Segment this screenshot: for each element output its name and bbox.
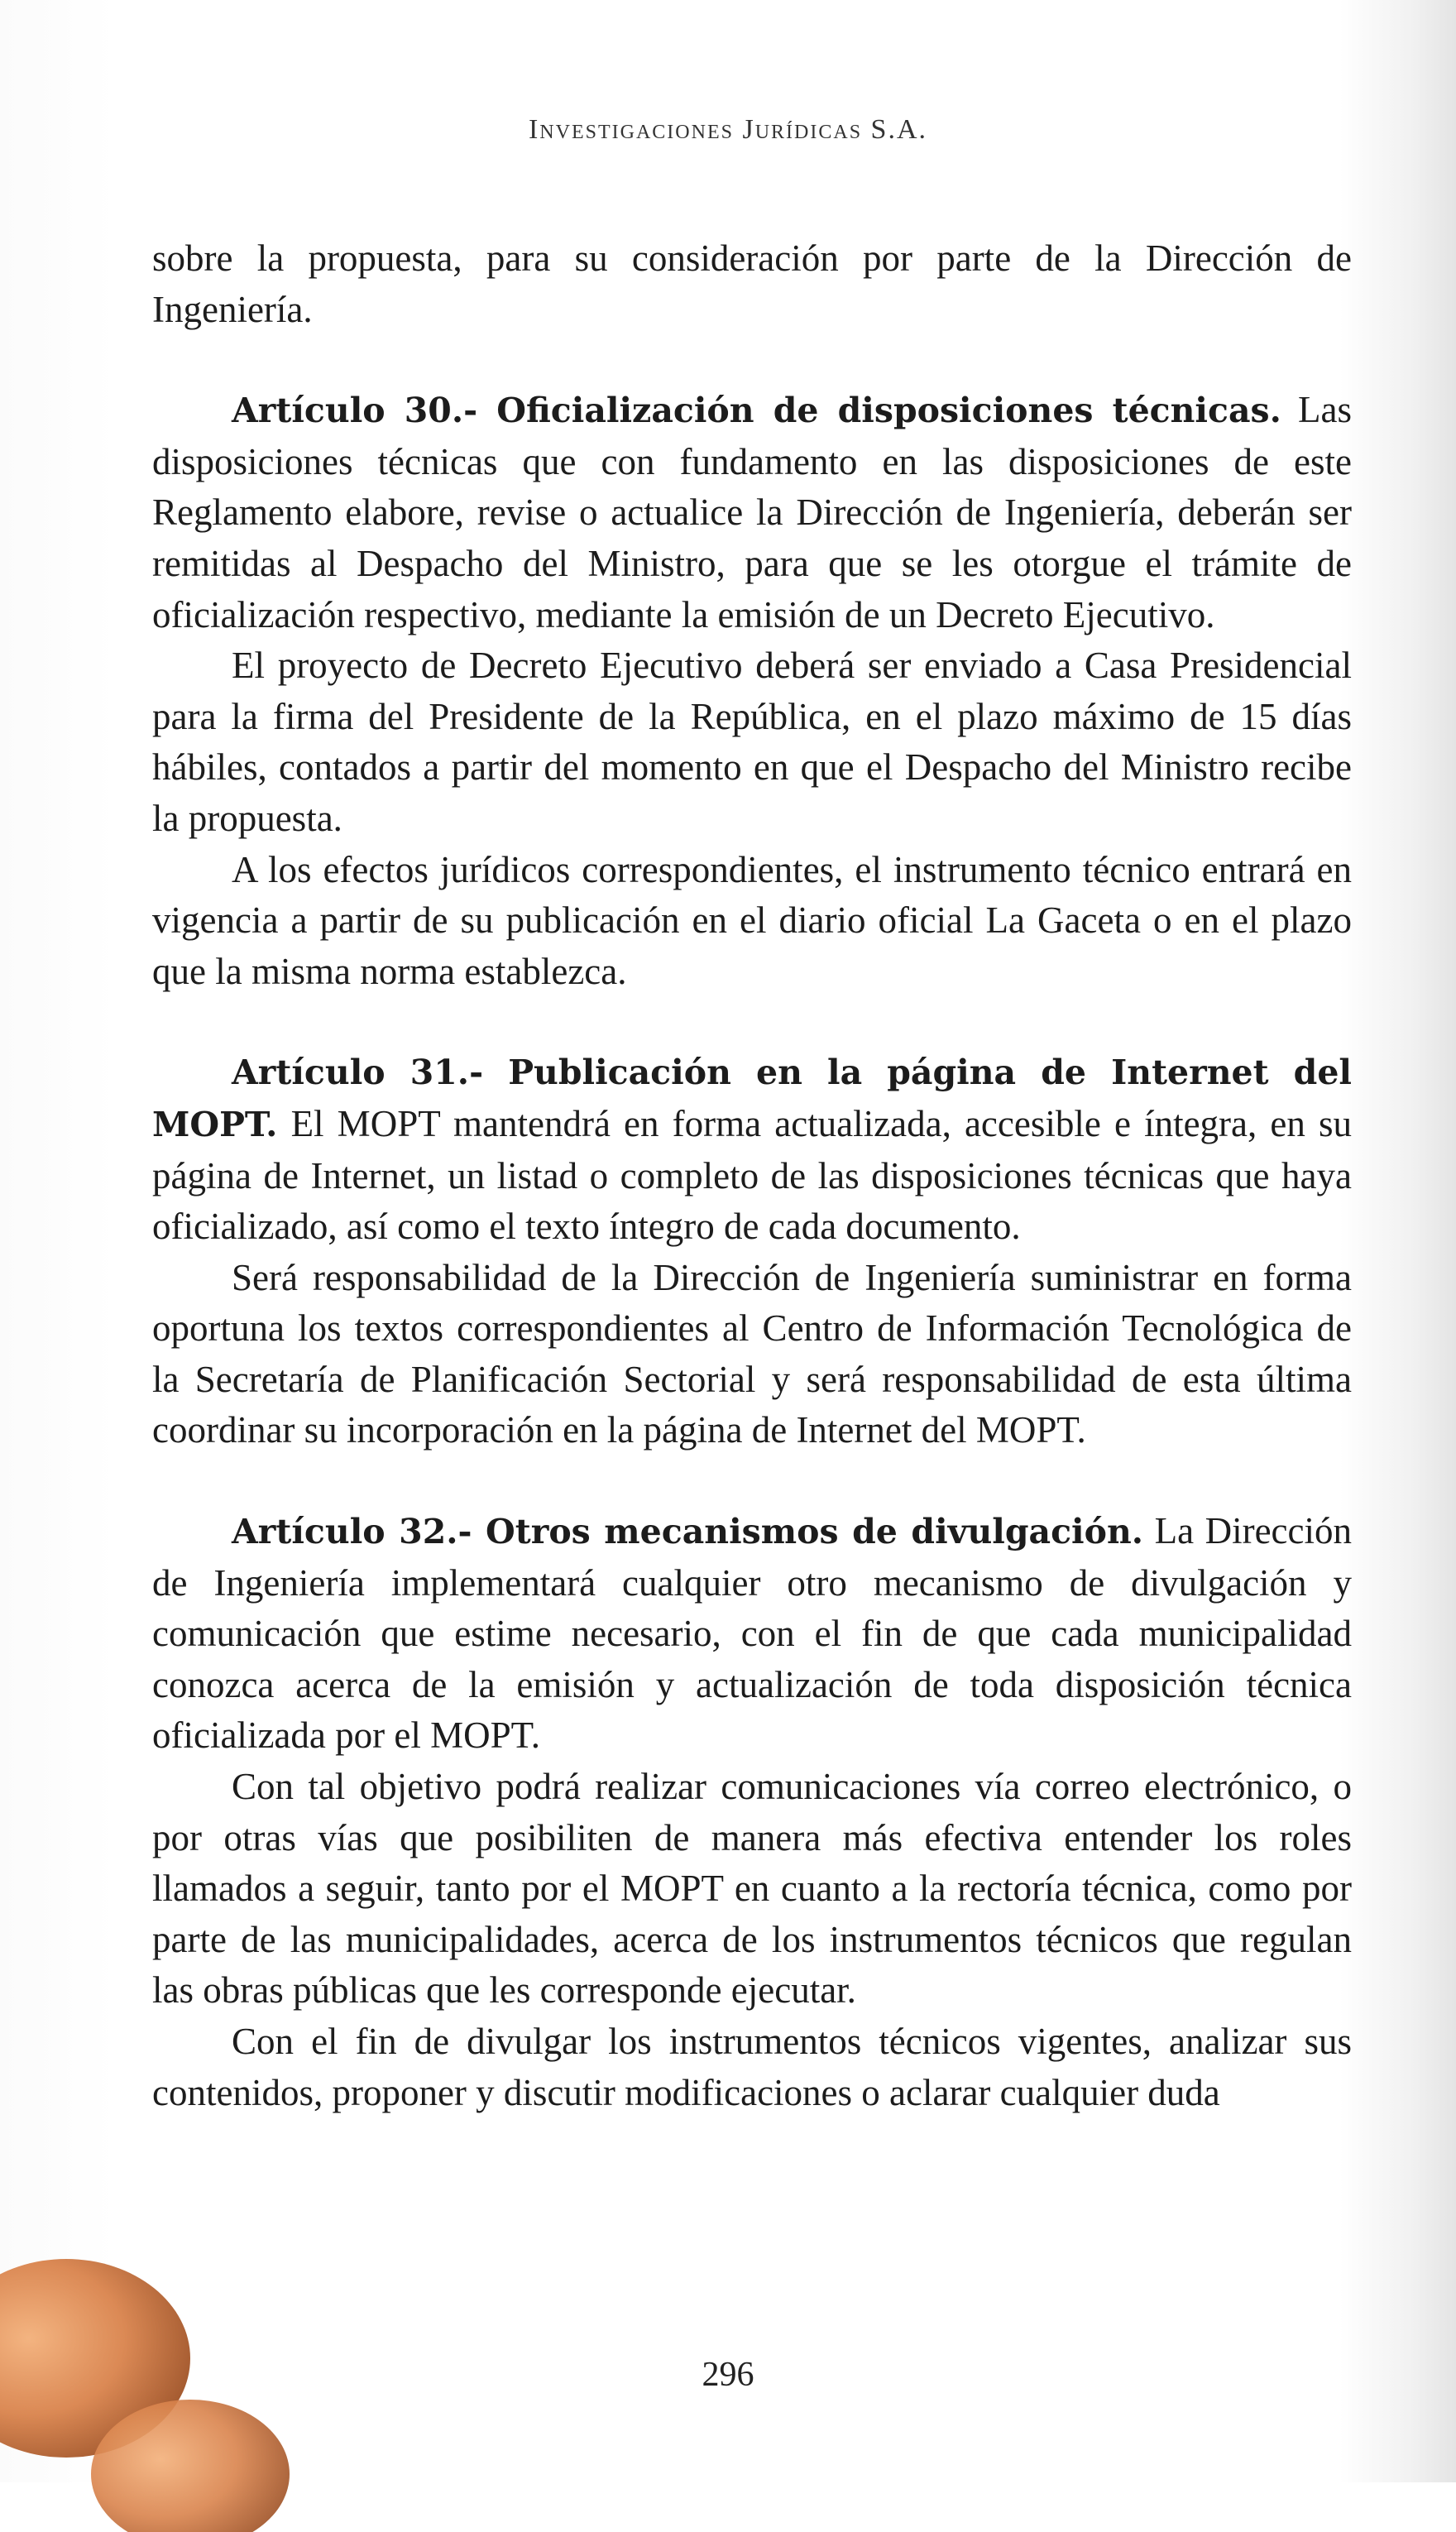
paragraph-text: Las disposiciones técnicas que con fundamento en las disposiciones de este Reglamento elabore, revise o actualice la Dirección de Ingeniería, deberán ser remitidas al Despacho del Ministro, para que se les otorgue el trámite de oficialización respectivo, mediante la emisión de un Decreto Ejecutivo.: [152, 389, 1352, 635]
article-30-heading: Artículo 30.- Oficialización de disposiciones técnicas.: [232, 391, 1281, 431]
paragraph-text: A los efectos jurídicos correspondientes, el instrumento técnico entrará en vigencia a partir de su publicación en el diario oficial La Gaceta o en el plazo que la misma norma establezca.: [152, 848, 1352, 992]
paragraph-text: Será responsabilidad de la Dirección de Ingeniería suministrar en forma oportuna los textos correspondientes al Centro de Información Tecnológica de la Secretaría de Planificación Sectorial y será responsabilidad de esta última coordinar su incorporación en la página de Internet del MOPT.: [152, 1256, 1352, 1451]
paragraph: [152, 640, 1352, 844]
article-31-paragraph: [152, 1047, 1352, 1252]
paragraph-text: Con el fin de divulgar los instrumentos técnicos vigentes, analizar sus contenidos, proponer y discutir modificaciones o aclarar cualquier duda: [152, 2021, 1352, 2113]
paragraph-text: Con tal objetivo podrá realizar comunicaciones vía correo electrónico, o por otras vías que posibiliten de manera más efectiva entender los roles llamados a seguir, tanto por el MOPT en cuanto a la rectoría técnica, como por parte de las municipalidades, acerca de los instrumentos técnicos que regulan las obras públicas que les corresponde ejecutar.: [152, 1766, 1352, 2012]
page-body: [152, 233, 1352, 2118]
paragraph: [152, 1762, 1352, 2016]
article-32-heading: Artículo 32.- Otros mecanismos de divulgación.: [232, 1512, 1144, 1552]
article-30-paragraph: [152, 385, 1352, 640]
paragraph-text: El MOPT mantendrá en forma actualizada, accesible e íntegra, en su página de Internet, un listad o completo de las disposiciones técnicas que haya oficializado, así como el texto íntegro de cada documento.: [152, 1102, 1352, 1248]
article-32-paragraph: [152, 1506, 1352, 1762]
paragraph: [152, 845, 1352, 998]
running-head: Investigaciones Jurídicas S.A.: [528, 114, 928, 145]
paragraph-text: El proyecto de Decreto Ejecutivo deberá ser enviado a Casa Presidencial para la firma del Presidente de la República, en el plazo máximo de 15 días hábiles, contados a partir del momento en que el Despacho del Ministro recibe la propuesta.: [152, 645, 1352, 839]
page-number: 296: [702, 2356, 754, 2394]
paragraph: [152, 1253, 1352, 1456]
article-31-heading: Artículo 31.- Publicación en la página de Internet del MOPT.: [152, 1053, 1352, 1144]
paragraph-text: sobre la propuesta, para su consideración por parte de la Dirección de Ingeniería.: [152, 237, 1352, 330]
paragraph-continuation: [152, 233, 1352, 335]
paragraph-text: La Dirección de Ingeniería implementará cualquier otro mecanismo de divulgación y comunicación que estime necesario, con el fin de que cada municipalidad conozca acerca de la emisión y actualización de toda disposición técnica oficializada por el MOPT.: [152, 1510, 1352, 1757]
paragraph: [152, 2016, 1352, 2118]
